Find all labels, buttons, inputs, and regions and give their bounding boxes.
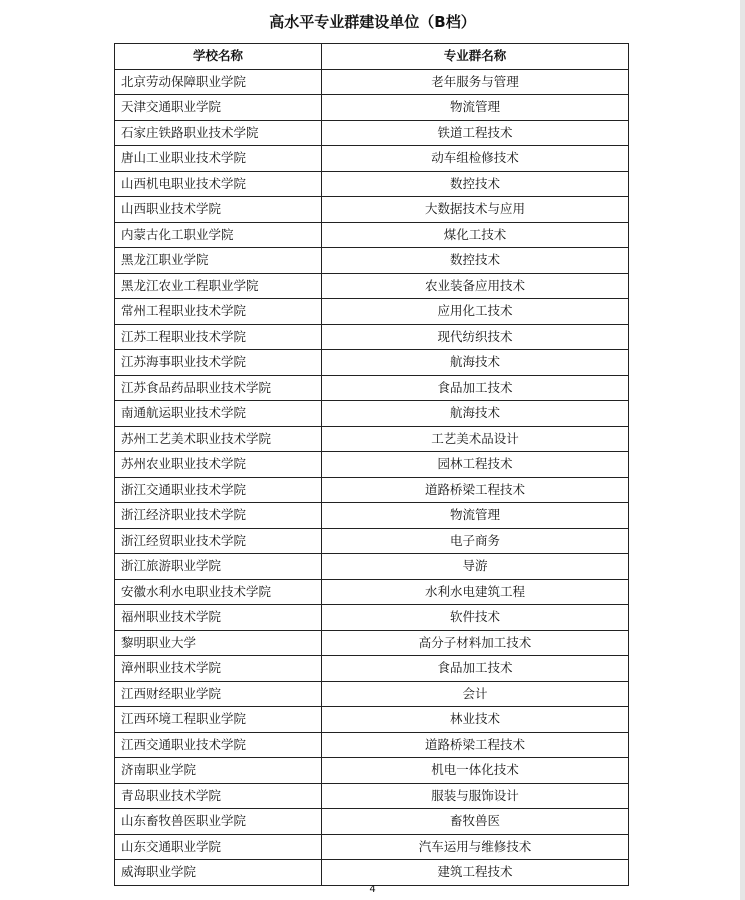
school-column-header: 学校名称 (115, 44, 322, 70)
major-group-cell: 数控技术 (322, 248, 629, 274)
major-group-cell: 铁道工程技术 (322, 120, 629, 146)
major-group-cell: 水利水电建筑工程 (322, 579, 629, 605)
major-group-cell: 数控技术 (322, 171, 629, 197)
major-group-cell: 航海技术 (322, 401, 629, 427)
school-name-cell: 江西财经职业学院 (115, 681, 322, 707)
major-group-cell: 现代纺织技术 (322, 324, 629, 350)
school-name-cell: 南通航运职业技术学院 (115, 401, 322, 427)
table-header (115, 44, 629, 70)
major-group-cell: 应用化工技术 (322, 299, 629, 325)
table-row (115, 732, 629, 758)
school-name-cell: 山西职业技术学院 (115, 197, 322, 223)
table-row (115, 248, 629, 274)
table-row (115, 426, 629, 452)
school-name-cell: 黑龙江农业工程职业学院 (115, 273, 322, 299)
major-group-cell: 园林工程技术 (322, 452, 629, 478)
school-name-cell: 漳州职业技术学院 (115, 656, 322, 682)
page-edge-divider (740, 0, 745, 900)
major-group-cell: 农业装备应用技术 (322, 273, 629, 299)
table-row (115, 95, 629, 121)
school-name-cell: 江西环境工程职业学院 (115, 707, 322, 733)
school-name-cell: 苏州工艺美术职业技术学院 (115, 426, 322, 452)
major-group-cell: 高分子材料加工技术 (322, 630, 629, 656)
table-row (115, 324, 629, 350)
table-row (115, 146, 629, 172)
school-name-cell: 北京劳动保障职业学院 (115, 69, 322, 95)
school-name-cell: 安徽水利水电职业技术学院 (115, 579, 322, 605)
major-group-cell: 机电一体化技术 (322, 758, 629, 784)
table-body (115, 69, 629, 885)
major-group-cell: 工艺美术品设计 (322, 426, 629, 452)
school-name-cell: 青岛职业技术学院 (115, 783, 322, 809)
major-group-cell: 大数据技术与应用 (322, 197, 629, 223)
units-table (114, 43, 629, 886)
table-row (115, 120, 629, 146)
major-group-cell: 食品加工技术 (322, 656, 629, 682)
table-row (115, 503, 629, 529)
table-row (115, 452, 629, 478)
school-name-cell: 天津交通职业学院 (115, 95, 322, 121)
major-group-cell: 导游 (322, 554, 629, 580)
school-name-cell: 福州职业技术学院 (115, 605, 322, 631)
table-row (115, 860, 629, 886)
page-title: 高水平专业群建设单位（B档） (269, 13, 476, 31)
table-row (115, 783, 629, 809)
major-group-cell: 会计 (322, 681, 629, 707)
school-name-cell: 江苏工程职业技术学院 (115, 324, 322, 350)
table-row (115, 554, 629, 580)
major-group-cell: 物流管理 (322, 503, 629, 529)
school-name-cell: 苏州农业职业技术学院 (115, 452, 322, 478)
table-row (115, 681, 629, 707)
major-group-cell: 老年服务与管理 (322, 69, 629, 95)
school-name-cell: 山西机电职业技术学院 (115, 171, 322, 197)
school-name-cell: 浙江经济职业技术学院 (115, 503, 322, 529)
school-name-cell: 石家庄铁路职业技术学院 (115, 120, 322, 146)
major-group-cell: 汽车运用与维修技术 (322, 834, 629, 860)
table-row (115, 758, 629, 784)
major-group-cell: 食品加工技术 (322, 375, 629, 401)
table-row (115, 579, 629, 605)
table-row (115, 350, 629, 376)
school-name-cell: 内蒙古化工职业学院 (115, 222, 322, 248)
major-group-cell: 道路桥梁工程技术 (322, 477, 629, 503)
table-row (115, 171, 629, 197)
major-group-column-header: 专业群名称 (322, 44, 629, 70)
school-name-cell: 威海职业学院 (115, 860, 322, 886)
major-group-cell: 道路桥梁工程技术 (322, 732, 629, 758)
school-name-cell: 江苏食品药品职业技术学院 (115, 375, 322, 401)
table-row (115, 69, 629, 95)
school-name-cell: 浙江交通职业技术学院 (115, 477, 322, 503)
table-row (115, 605, 629, 631)
school-name-cell: 江苏海事职业技术学院 (115, 350, 322, 376)
major-group-cell: 建筑工程技术 (322, 860, 629, 886)
major-group-cell: 航海技术 (322, 350, 629, 376)
school-name-cell: 常州工程职业技术学院 (115, 299, 322, 325)
table-row (115, 477, 629, 503)
major-group-cell: 煤化工技术 (322, 222, 629, 248)
school-name-cell: 黎明职业大学 (115, 630, 322, 656)
major-group-cell: 畜牧兽医 (322, 809, 629, 835)
table-row (115, 222, 629, 248)
page-number: 4 (369, 884, 376, 895)
major-group-cell: 服装与服饰设计 (322, 783, 629, 809)
table-row (115, 197, 629, 223)
table-row (115, 834, 629, 860)
table-row (115, 273, 629, 299)
school-name-cell: 济南职业学院 (115, 758, 322, 784)
school-name-cell: 黑龙江职业学院 (115, 248, 322, 274)
major-group-cell: 林业技术 (322, 707, 629, 733)
major-group-cell: 软件技术 (322, 605, 629, 631)
major-group-cell: 动车组检修技术 (322, 146, 629, 172)
table-row (115, 375, 629, 401)
table-row (115, 299, 629, 325)
table-row (115, 528, 629, 554)
table-row (115, 809, 629, 835)
school-name-cell: 江西交通职业技术学院 (115, 732, 322, 758)
school-name-cell: 浙江旅游职业学院 (115, 554, 322, 580)
table-row (115, 707, 629, 733)
school-name-cell: 唐山工业职业技术学院 (115, 146, 322, 172)
table-row (115, 656, 629, 682)
school-name-cell: 浙江经贸职业技术学院 (115, 528, 322, 554)
school-name-cell: 山东交通职业学院 (115, 834, 322, 860)
major-group-cell: 电子商务 (322, 528, 629, 554)
table-row (115, 630, 629, 656)
school-name-cell: 山东畜牧兽医职业学院 (115, 809, 322, 835)
table-header-row (115, 44, 629, 70)
major-group-cell: 物流管理 (322, 95, 629, 121)
table-row (115, 401, 629, 427)
